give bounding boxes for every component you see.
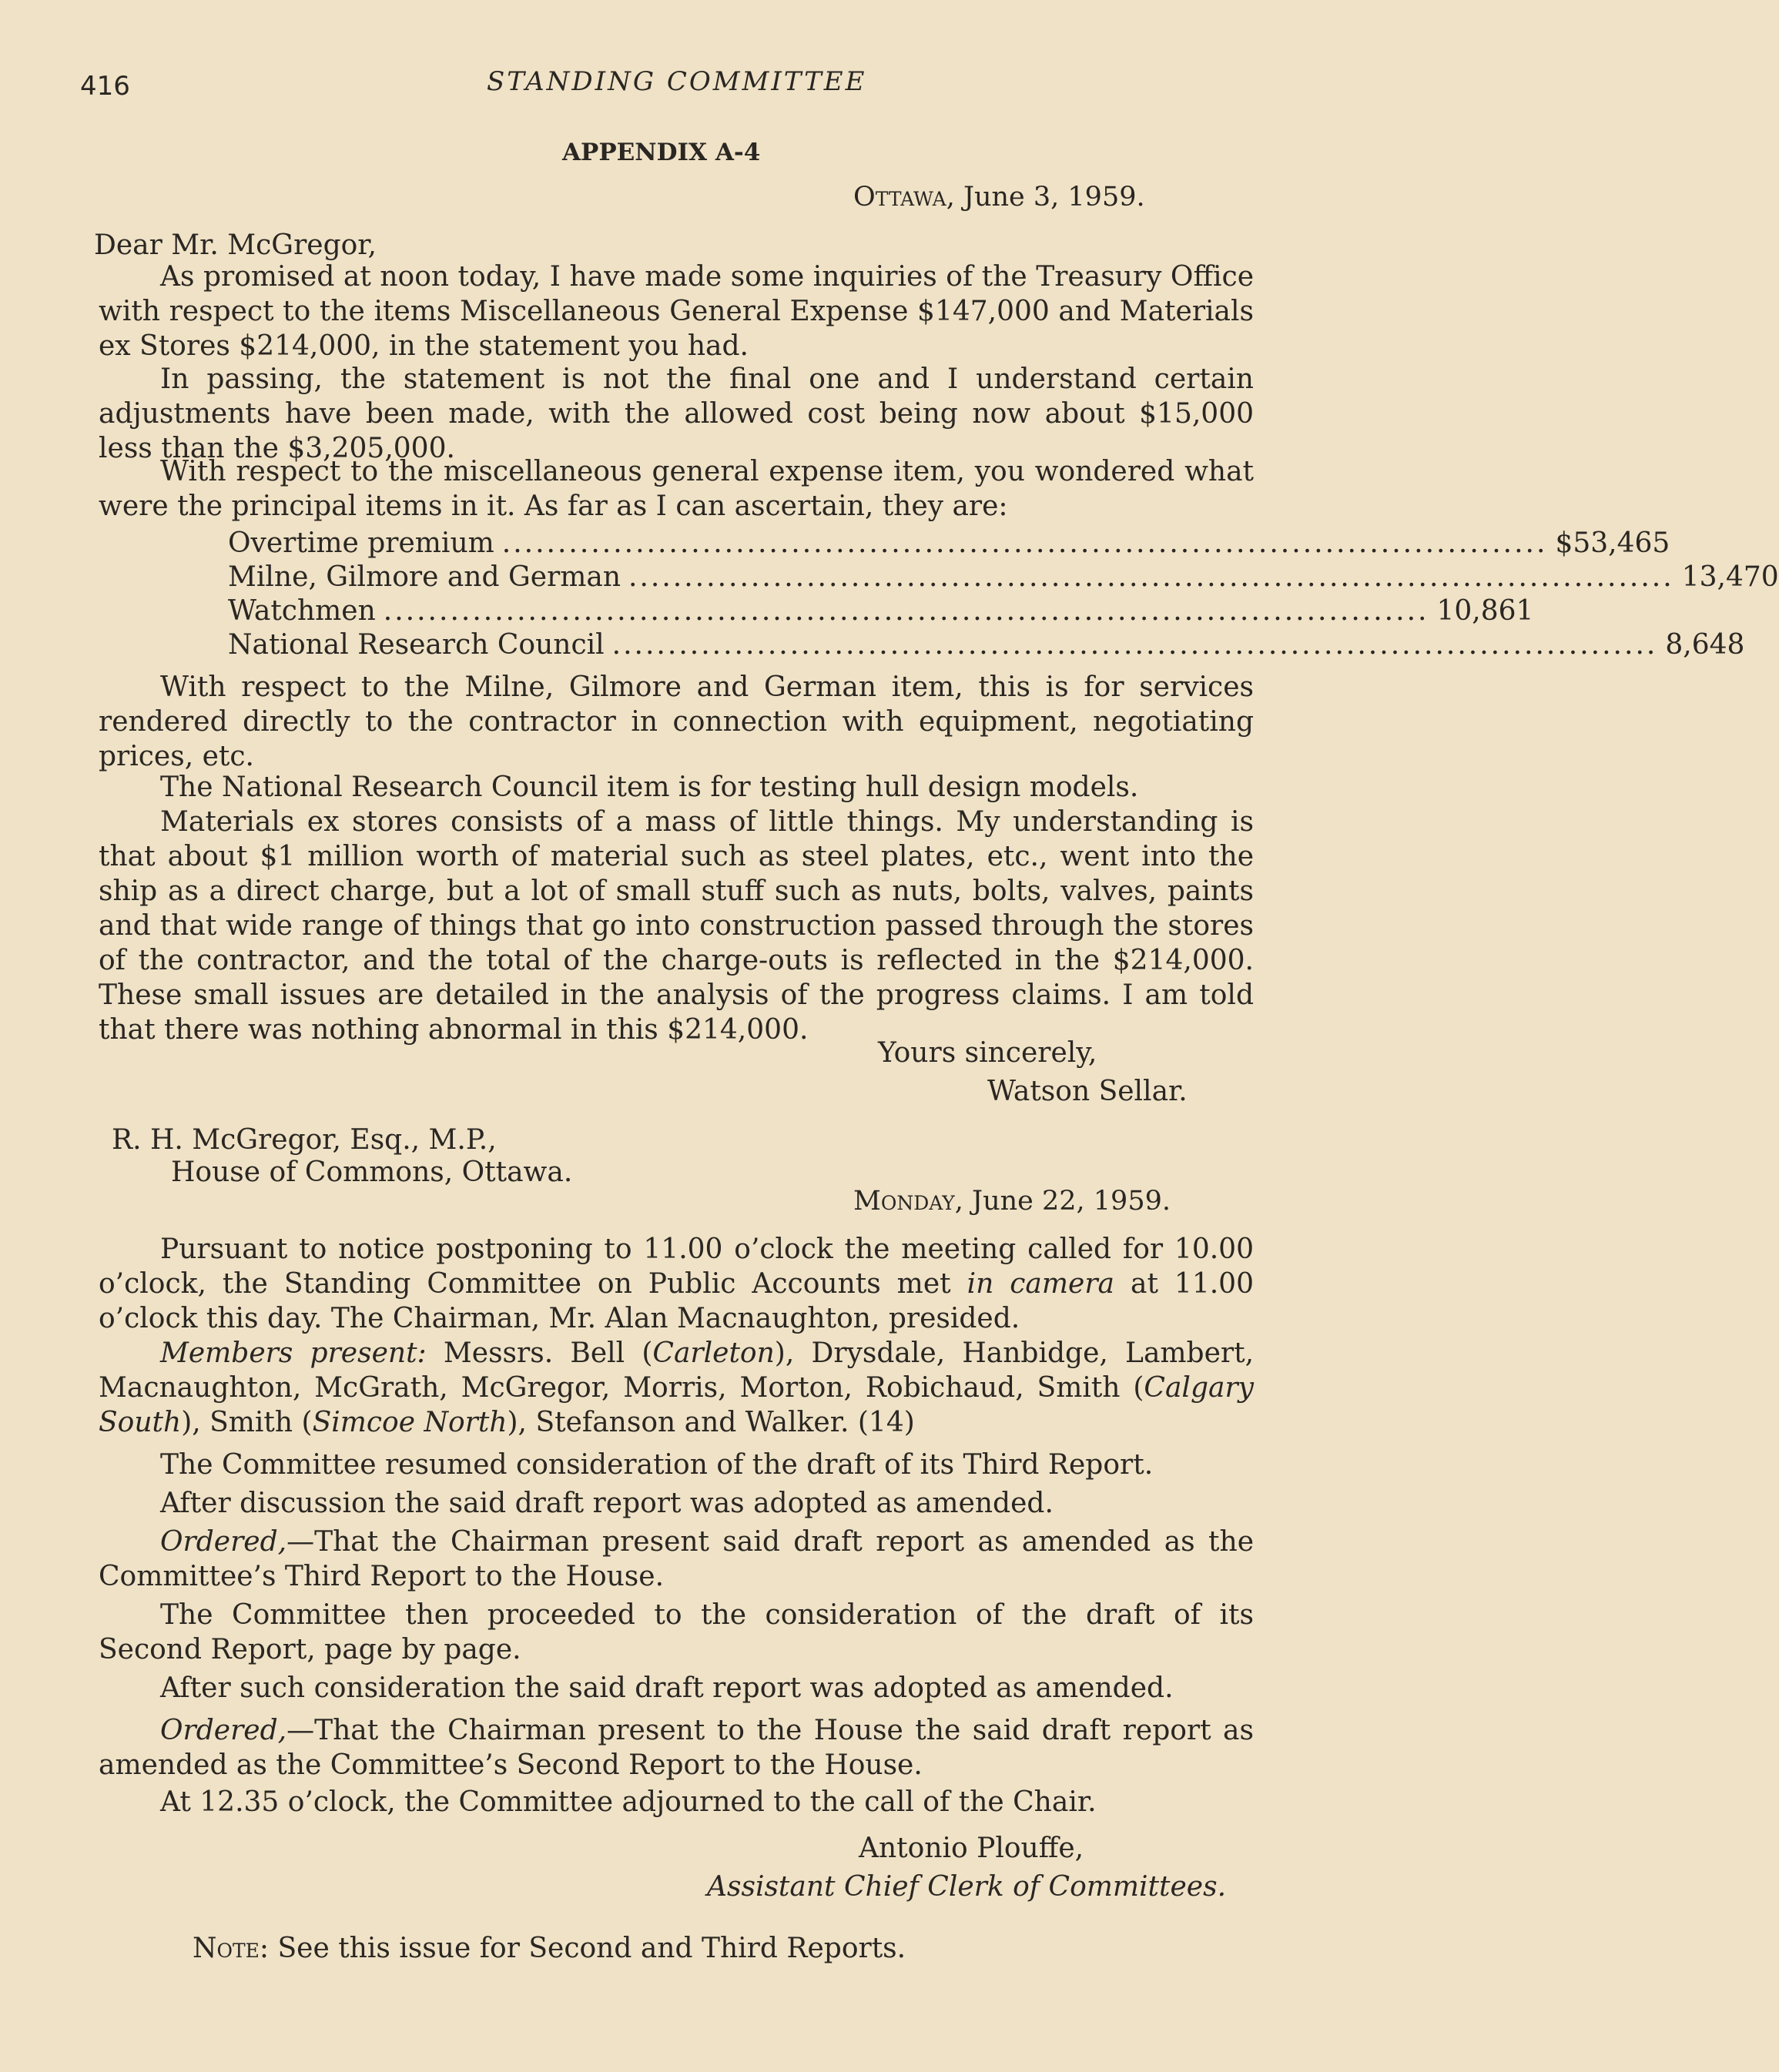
note-label: Note: <box>193 1933 270 1964</box>
expense-item <box>228 594 1534 628</box>
letter-signature: Watson Sellar. <box>987 1076 1188 1107</box>
minutes-text: at 11.00 o’clock this day. The Chairman, Mr. Alan Macnaughton, presided. <box>99 1268 1254 1334</box>
members-present-paragraph <box>99 1336 1254 1440</box>
minutes-paragraph: The Committee then proceeded to the consideration of the draft of its Second Report, page by page. <box>99 1599 1254 1665</box>
leader-dots: .............................................................................................. <box>383 595 1429 627</box>
letter-salutation: Dear Mr. McGregor, <box>94 229 377 261</box>
note-text: See this issue for Second and Third Reports. <box>269 1933 906 1964</box>
minutes-text-italic: in camera <box>967 1268 1115 1300</box>
letter-dateline <box>853 182 1145 213</box>
ordered-label: Ordered, <box>160 1526 287 1558</box>
appendix-title: APPENDIX A-4 <box>562 139 761 166</box>
expense-items-list <box>228 527 1779 662</box>
members-text: Messrs. Bell ( <box>426 1337 653 1369</box>
ordered-label: Ordered, <box>160 1715 287 1746</box>
constituency: Calgary South <box>99 1372 1254 1438</box>
expense-item-amount: 13,470 <box>1681 561 1779 593</box>
expense-item <box>228 561 1779 594</box>
expense-item-label: National Research Council <box>228 629 605 661</box>
expense-item <box>228 628 1745 662</box>
members-text: ), Drysdale, Hanbidge, Lambert, Macnaughton, McGrath, McGregor, Morris, Morton, Robichaud, Smith ( <box>99 1337 1255 1404</box>
constituency: Carleton <box>652 1337 775 1369</box>
ordered-paragraph <box>99 1525 1254 1594</box>
ordered-text: —That the Chairman present to the House the said draft report as amended as the Committee’s Second Report to the House. <box>99 1715 1254 1781</box>
members-text: ), Smith ( <box>181 1407 313 1438</box>
leader-dots: .............................................................................................. <box>501 527 1548 559</box>
letter-paragraph: With respect to the miscellaneous general expense item, you wondered what were the principal items in it. As far as I can ascertain, they are: <box>99 456 1254 522</box>
page-number: 416 <box>80 71 130 102</box>
constituency: Simcoe North <box>312 1407 508 1438</box>
expense-item-amount: 8,648 <box>1665 629 1745 661</box>
minutes-paragraph: After discussion the said draft report was adopted as amended. <box>160 1488 1054 1519</box>
members-label: Members present: <box>160 1337 427 1369</box>
minutes-paragraph <box>99 1232 1254 1336</box>
minutes-dateline <box>853 1186 1171 1217</box>
minutes-date: , June 22, 1959. <box>954 1186 1171 1217</box>
letter-date: , June 3, 1959. <box>946 182 1145 213</box>
expense-item-amount: $53,465 <box>1555 527 1670 559</box>
members-text: ), Stefanson and Walker. (14) <box>507 1407 915 1438</box>
ordered-text: —That the Chairman present said draft report as amended as the Committee’s Third Report to the House. <box>99 1526 1254 1592</box>
letter-paragraph: With respect to the Milne, Gilmore and German item, this is for services rendered directly to the contractor in connection with equipment, negotiating prices, etc. <box>99 671 1254 772</box>
clerk-title: Assistant Chief Clerk of Committees. <box>707 1871 1227 1903</box>
clerk-name: Antonio Plouffe, <box>859 1833 1084 1864</box>
letter-paragraph: As promised at noon today, I have made some inquiries of the Treasury Office with respect to the items Miscellaneous General Expense $147,000 and Materials ex Stores $214,000, in the statement you had. <box>99 261 1254 362</box>
expense-item-label: Milne, Gilmore and German <box>228 561 621 593</box>
note-line <box>193 1931 906 1966</box>
addressee-name: R. H. McGregor, Esq., M.P., <box>112 1124 497 1156</box>
ordered-paragraph <box>99 1713 1254 1782</box>
running-title: STANDING COMMITTEE <box>487 66 867 97</box>
minutes-paragraph: At 12.35 o’clock, the Committee adjourned to the call of the Chair. <box>160 1786 1097 1818</box>
minutes-text: Pursuant to notice postponing to 11.00 o’clock the meeting called for 10.00 o’clock, the Standing Committee on Public Accounts met <box>99 1233 1254 1300</box>
minutes-paragraph: After such consideration the said draft report was adopted as amended. <box>160 1672 1174 1704</box>
leader-dots: .............................................................................................. <box>628 561 1674 593</box>
letter-paragraph: Materials ex stores consists of a mass of little things. My understanding is that about $1 million worth of material such as steel plates, etc., went into the ship as a direct charge, but a lot of small stuff such as nuts, bolts, valves, paints and that wide range of things that go into construction passed through the stores of the contractor, and the total of the charge-outs is reflected in the $214,000. These small issues are detailed in the analysis of the progress claims. I am told that there was nothing abnormal in this $214,000. <box>99 806 1254 1046</box>
letter-paragraph: The National Research Council item is for testing hull design models. <box>160 772 1139 803</box>
letter-paragraph: In passing, the statement is not the final one and I understand certain adjustments have been made, with the allowed cost being now about $15,000 less than the $3,205,000. <box>99 363 1254 464</box>
addressee-address: House of Commons, Ottawa. <box>171 1157 573 1188</box>
expense-item <box>228 527 1670 561</box>
leader-dots: .............................................................................................. <box>611 629 1658 661</box>
expense-item-label: Watchmen <box>228 595 376 627</box>
minutes-paragraph: The Committee resumed consideration of the draft of its Third Report. <box>160 1449 1154 1481</box>
expense-item-label: Overtime premium <box>228 527 494 559</box>
expense-item-amount: 10,861 <box>1436 595 1534 627</box>
letter-closing: Yours sincerely, <box>878 1037 1097 1069</box>
minutes-day: Monday <box>853 1186 955 1217</box>
letter-place: Ottawa <box>853 182 946 213</box>
